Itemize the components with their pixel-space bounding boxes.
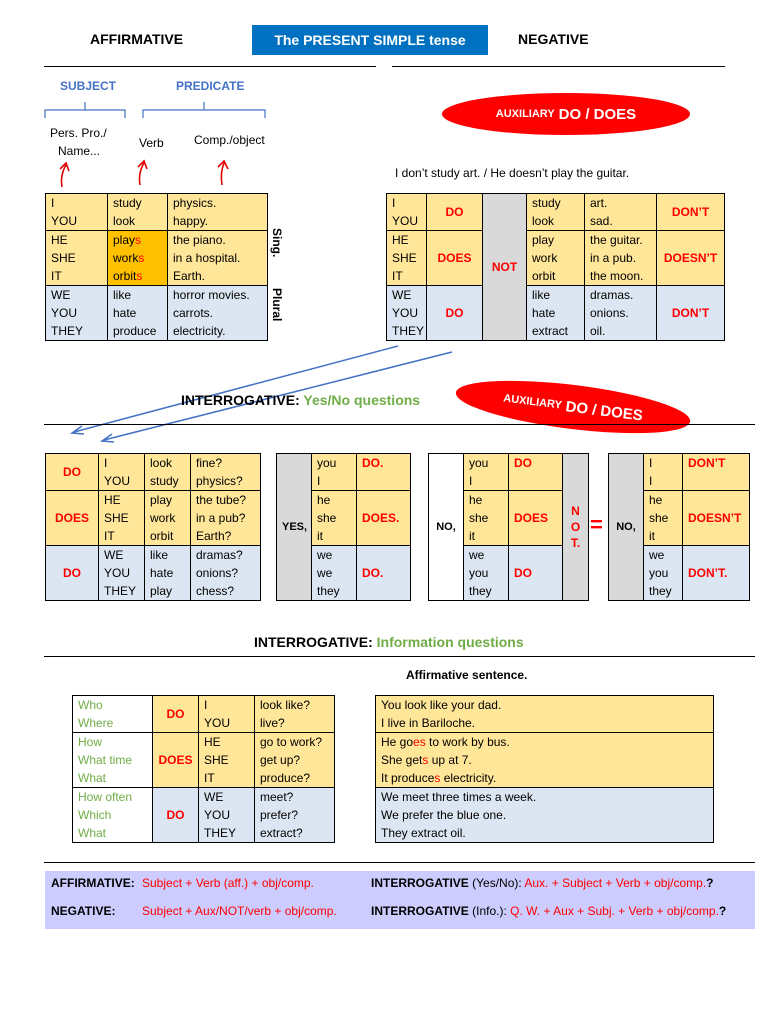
answer-cell: He goes to work by bus. She gets up at 7. It produces electricity. (376, 733, 714, 788)
table-row (73, 733, 335, 788)
table-row (376, 696, 714, 733)
comp-label: Comp./object (194, 133, 265, 147)
table-row (387, 231, 725, 286)
info-summary: INTERROGATIVE (Info.): Q. W. + Aux + Subj. + Verb + obj/comp.? (371, 904, 727, 918)
table-row (46, 491, 261, 546)
verb-label: Verb (139, 136, 164, 150)
table-row (609, 454, 750, 491)
contracted-cell: DON’T (657, 194, 725, 231)
verb-cell: like hate produce (108, 286, 168, 341)
comp-cell: the tube? in a pub? Earth? (191, 491, 261, 546)
pers-pro-label: Pers. Pro./ (50, 126, 107, 140)
no-cell: NO, (429, 454, 464, 601)
qword-cell: Who Where (73, 696, 153, 733)
subject-cell: we you they (464, 546, 509, 601)
subject-cell: WE YOU THEY (387, 286, 427, 341)
info-heading: INTERROGATIVE: Information questions (254, 634, 524, 650)
table-row (73, 788, 335, 843)
aux-cell: DOES (427, 231, 483, 286)
not-cell: N O T. (563, 454, 589, 601)
neg-summary-label: NEGATIVE: (51, 904, 116, 918)
verb-cell: look like? live? (255, 696, 335, 733)
predicate-label: PREDICATE (176, 79, 245, 93)
subject-cell: I YOU (387, 194, 427, 231)
page-title: The PRESENT SIMPLE tense (252, 25, 488, 55)
aff-summary-formula: Subject + Verb (aff.) + obj/comp. (142, 876, 314, 890)
summary-box (45, 871, 755, 929)
aux-cell: DO (153, 788, 199, 843)
verb-cell: look study (145, 454, 191, 491)
comp-cell: the guitar. in a pub. the moon. (585, 231, 657, 286)
subject-cell: I I (644, 454, 683, 491)
aff-summary-label: AFFIRMATIVE: (51, 876, 135, 890)
aux-cell: DO (46, 454, 99, 491)
verb-cell: meet? prefer? extract? (255, 788, 335, 843)
divider-info (44, 656, 755, 657)
divider-right (392, 66, 725, 67)
no-cell: NO, (609, 454, 644, 601)
aux-cell: DO (427, 286, 483, 341)
negative-heading: NEGATIVE (518, 31, 589, 47)
yn-summary: INTERROGATIVE (Yes/No): Aux. + Subject + Verb + obj/comp.? (371, 876, 714, 890)
subject-cell: WE YOU THEY (46, 286, 108, 341)
comp-cell: physics. happy. (168, 194, 268, 231)
comp-cell: fine? physics? (191, 454, 261, 491)
verb-cell: play work orbit (145, 491, 191, 546)
table-row (387, 194, 725, 231)
verb-cell: study look (527, 194, 585, 231)
aux-cell: DOES (509, 491, 563, 546)
contracted-cell: DON’T (657, 286, 725, 341)
table-row (73, 696, 335, 733)
no-answer-table (428, 453, 589, 601)
verb-cell: go to work? get up? produce? (255, 733, 335, 788)
affirmative-heading: AFFIRMATIVE (90, 31, 184, 47)
table-row (277, 454, 411, 491)
aux-cell: DOES (153, 733, 199, 788)
yes-cell: YES, (277, 454, 312, 601)
answer-cell: We meet three times a week. We prefer the blue one. They extract oil. (376, 788, 714, 843)
aux-cell: DO (509, 546, 563, 601)
aux-cell: DOESN’T (683, 491, 750, 546)
table-row (376, 788, 714, 843)
subject-cell: we we they (312, 546, 357, 601)
auxiliary-oval-negative: AUXILIARY DO / DOES (442, 93, 690, 135)
aux-cell: DOES. (357, 491, 411, 546)
neg-summary-formula: Subject + Aux/NOT/verb + obj/comp. (142, 904, 337, 918)
comp-cell: horror movies. carrots. electricity. (168, 286, 268, 341)
affirmative-table (45, 193, 268, 341)
table-row (46, 286, 268, 341)
verb-cell: like hate play (145, 546, 191, 601)
subject-cell: you I (464, 454, 509, 491)
verb-cell: like hate extract (527, 286, 585, 341)
info-question-table (72, 695, 335, 843)
negative-table (386, 193, 725, 341)
contracted-cell: DOESN’T (657, 231, 725, 286)
qword-cell: How often Which What (73, 788, 153, 843)
aux-cell: DOES (46, 491, 99, 546)
comp-cell: dramas? onions? chess? (191, 546, 261, 601)
table-row (376, 733, 714, 788)
divider-left (44, 66, 376, 67)
equals-sign: = (590, 512, 603, 537)
divider-yesno (44, 424, 755, 425)
table-row (46, 194, 268, 231)
negative-example: I don’t study art. / He doesn’t play the guitar. (395, 166, 630, 180)
table-row (429, 454, 589, 491)
subject-cell: we you they (644, 546, 683, 601)
plural-label: Plural (270, 288, 284, 322)
name-label: Name... (58, 144, 101, 158)
aux-cell: DON’T. (683, 546, 750, 601)
aux-cell: DON’T (683, 454, 750, 491)
table-row (46, 231, 268, 286)
aux-cell: DO (509, 454, 563, 491)
subject-label: SUBJECT (60, 79, 117, 93)
subject-cell: HE SHE IT (99, 491, 145, 546)
affirmative-sentence-label: Affirmative sentence. (406, 668, 528, 682)
aux-cell: DO (427, 194, 483, 231)
yesno-question-table (45, 453, 261, 601)
aux-cell: DO (46, 546, 99, 601)
subject-cell: HE SHE IT (199, 733, 255, 788)
comp-cell: the piano. in a hospital. Earth. (168, 231, 268, 286)
subject-cell: he she it (312, 491, 357, 546)
subject-cell: WE YOU THEY (99, 546, 145, 601)
subject-cell: I YOU (199, 696, 255, 733)
subject-cell: HE SHE IT (387, 231, 427, 286)
aux-cell: DO. (357, 546, 411, 601)
yesno-heading: INTERROGATIVE: Yes/No questions (181, 392, 421, 408)
comp-cell: dramas. onions. oil. (585, 286, 657, 341)
verb-cell: study look (108, 194, 168, 231)
qword-cell: How What time What (73, 733, 153, 788)
subject-cell: WE YOU THEY (199, 788, 255, 843)
answer-cell: You look like your dad. I live in Bariloche. (376, 696, 714, 733)
sing-label: Sing. (270, 228, 284, 258)
info-answer-table (375, 695, 714, 843)
verb-cell: plays works orbits (108, 231, 168, 286)
brace-lines (40, 96, 280, 122)
subject-cell: you I (312, 454, 357, 491)
subject-cell: HE SHE IT (46, 231, 108, 286)
table-row (46, 546, 261, 601)
no-contracted-table (608, 453, 750, 601)
aux-cell: DO (153, 696, 199, 733)
subject-cell: I YOU (46, 194, 108, 231)
table-row (46, 454, 261, 491)
aux-cell: DO. (357, 454, 411, 491)
table-row (387, 286, 725, 341)
auxiliary-oval-yesno: AUXILIARY DO / DOES (453, 371, 693, 443)
not-cell: NOT (483, 194, 527, 341)
subject-cell: he she it (464, 491, 509, 546)
red-arrows (50, 155, 250, 195)
subject-cell: I YOU (99, 454, 145, 491)
subject-cell: he she it (644, 491, 683, 546)
verb-cell: play work orbit (527, 231, 585, 286)
comp-cell: art. sad. (585, 194, 657, 231)
yes-answer-table (276, 453, 411, 601)
divider-summary (44, 862, 755, 863)
